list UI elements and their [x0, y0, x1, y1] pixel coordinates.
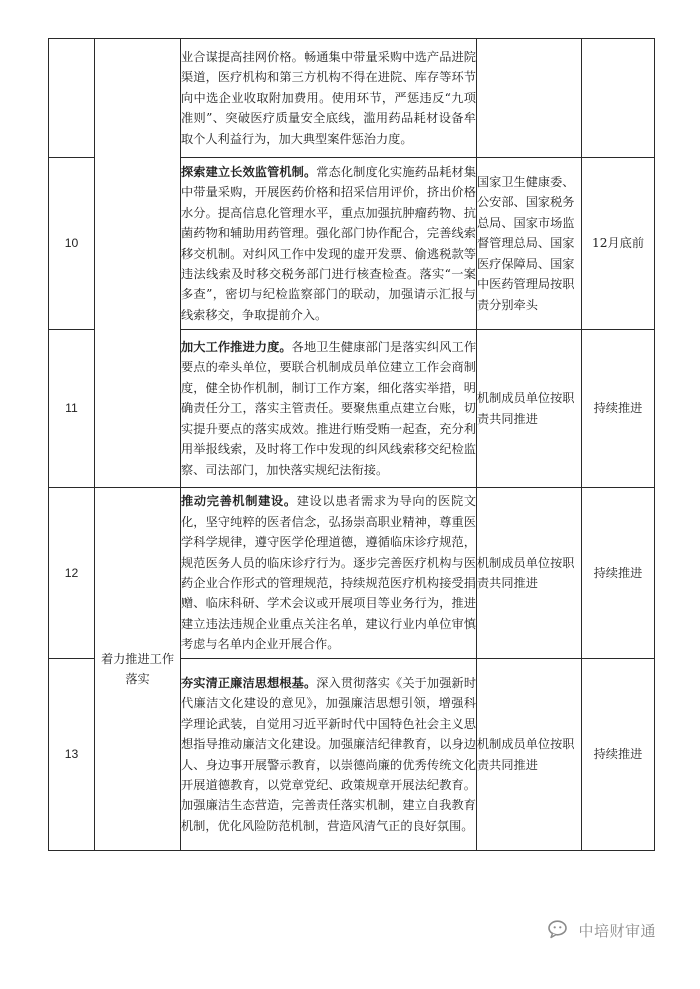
- content-lead: 探索建立长效监管机制。: [181, 164, 317, 179]
- content-text: 建设以患者需求为导向的医院文化，坚守纯粹的医者信念，弘扬崇高职业精神，尊重医学科学规律，遵守医学伦理道德，遵循临床诊疗规范，规范医务人员的临床诊疗行为。逐步完善医疗机构与医药企业合作形式的管理规范，持续规范医疗机构接受捐赠、临床科研、学术会议或开展项目等业务行为，推进建立违法违规企业重点关注名单，建议行业内单位审慎考虑与名单内企业开展合作。: [181, 494, 477, 652]
- row-number: 13: [49, 659, 95, 851]
- row-number: 12: [49, 488, 95, 659]
- deadline: 持续推进: [582, 330, 655, 488]
- content-text: 常态化制度化实施药品耗材集中带量采购，开展医药价格和招采信用评价，挤出价格水分。提高信息化管理水平，重点加强抗肿瘤药物、抗菌药物和辅助用药管理。强化部门协作配合，完善线索移交机制。对纠风工作中发现的虚开发票、偷逃税款等违法线索及时移交税务部门进行核查检查。落实“一案多查”，密切与纪检监察部门的联动，加强请示汇报与线索移交，争取提前介入。: [181, 164, 477, 322]
- responsible-cell: [477, 39, 582, 158]
- category-cell: [95, 39, 181, 488]
- wechat-icon: [548, 920, 572, 940]
- deadline-cell: [582, 39, 655, 158]
- content-cell: [181, 659, 477, 851]
- content-cell: [181, 488, 477, 659]
- content-text: 各地卫生健康部门是落实纠风工作要点的牵头单位，要联合机制成员单位建立工作会商制度，健全协作机制，制订工作方案，细化落实举措，明确责任分工，落实主管责任。要聚焦重点建立台账，切实提升要点的落实成效。推进行贿受贿一起查，充分利用举报线索，及时将工作中发现的纠风线索移交纪检监察、司法部门，加快落实规纪法衔接。: [181, 340, 477, 477]
- responsible-party: 机制成员单位按职责共同推进: [477, 488, 582, 659]
- watermark-text: 中培财审通: [578, 921, 656, 940]
- row-number: 11: [49, 330, 95, 488]
- table-row: [49, 488, 655, 659]
- content-cell: [181, 39, 477, 158]
- responsible-party: 国家卫生健康委、公安部、国家税务总局、国家市场监督管理总局、国家医疗保障局、国家中医药管理局按职责分别牵头: [477, 158, 582, 330]
- content-lead: 夯实清正廉洁思想根基。: [181, 675, 317, 690]
- task-table: [48, 38, 655, 851]
- content-text: 业合谋提高挂网价格。畅通集中带量采购中选产品进院渠道，医疗机构和第三方机构不得在进院、库存等环节向中选企业收取附加费用。使用环节，严惩违反“九项准则”、突破医疗质量安全底线，滥用药品耗材设备牟取个人利益行为，加大典型案件惩治力度。: [181, 49, 476, 146]
- responsible-party: 机制成员单位按职责共同推进: [477, 659, 582, 851]
- content-text: 深入贯彻落实《关于加强新时代廉洁文化建设的意见》，加强廉洁思想引领，增强科学理论武装，自觉用习近平新时代中国特色社会主义思想指导推动廉洁文化建设。加强廉洁纪律教育，以身边人、身边事开展警示教育，以崇德尚廉的优秀传统文化开展道德教育，以党章党纪、政策规章开展法纪教育。加强廉洁生态营造，完善责任落实机制，建立自我教育机制，优化风险防范机制，营造风清气正的良好氛围。: [181, 675, 477, 833]
- row-number: 10: [49, 158, 95, 330]
- deadline: 12月底前: [582, 158, 655, 330]
- wechat-watermark: [548, 916, 656, 944]
- category-label: 着力推进工作落实: [95, 488, 181, 851]
- content-lead: 推动完善机制建设。: [181, 494, 297, 509]
- content-cell: [181, 330, 477, 488]
- content-cell: [181, 158, 477, 330]
- deadline: 持续推进: [582, 488, 655, 659]
- deadline: 持续推进: [582, 659, 655, 851]
- table-row: [49, 39, 655, 158]
- content-lead: 加大工作推进力度。: [181, 340, 292, 355]
- row-number-cell: [49, 39, 95, 158]
- responsible-party: 机制成员单位按职责共同推进: [477, 330, 582, 488]
